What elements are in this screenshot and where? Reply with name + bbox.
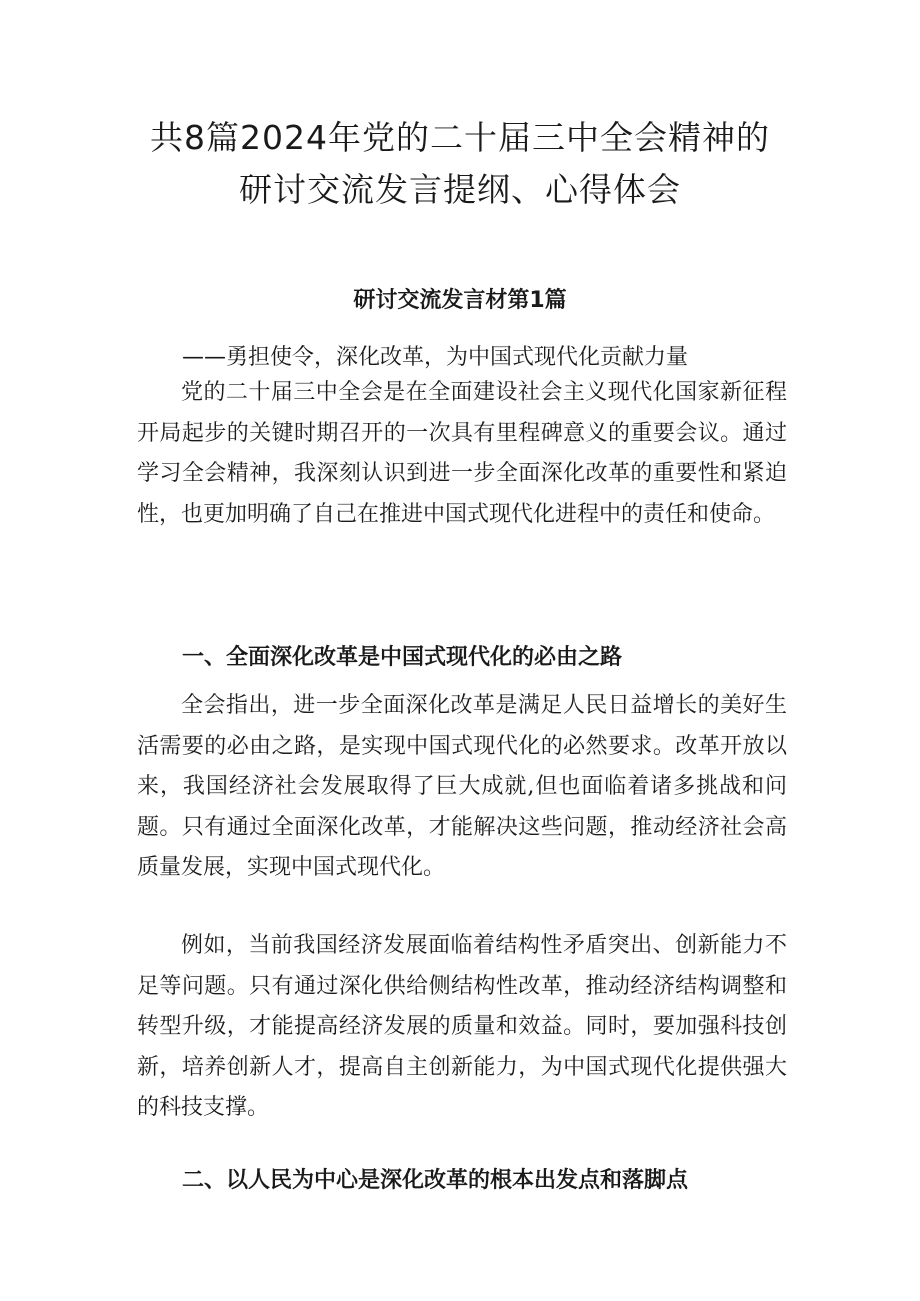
section-subtitle: ——勇担使令，深化改革，为中国式现代化贡献力量: [182, 345, 689, 370]
heading-part-one: 一、全面深化改革是中国式现代化的必由之路: [182, 645, 623, 670]
heading-part-two: 二、以人民为中心是深化改革的根本出发点和落脚点: [182, 1168, 689, 1193]
paragraph-part-one-2: 例如，当前我国经济发展面临着结构性矛盾突出、创新能力不足等问题。只有通过深化供给侧结构性改革，推动经济结构调整和转型升级，才能提高经济发展的质量和效益。同时，要加强科技创新，培养创新人才，提高自主创新能力，为中国式现代化提供强大的科技支撑。: [137, 933, 787, 1120]
paragraph-intro: 党的二十届三中全会是在全面建设社会主义现代化国家新征程开局起步的关键时期召开的一次具有里程碑意义的重要会议。通过学习全会精神，我深刻认识到进一步全面深化改革的重要性和紧迫性，也更加明确了自己在推进中国式现代化进程中的责任和使命。: [137, 380, 787, 527]
section-heading: 研讨交流发言材第1篇: [353, 288, 567, 313]
document-title-line-2: 研讨交流发言提纲、心得体会: [239, 170, 681, 209]
document-title-line-1: 共8篇2024年党的二十届三中全会精神的: [150, 118, 770, 157]
paragraph-part-one-1: 全会指出，进一步全面深化改革是满足人民日益增长的美好生活需要的必由之路，是实现中国式现代化的必然要求。改革开放以来，我国经济社会发展取得了巨大成就,但也面临着诸多挑战和问题。只有通过全面深化改革，才能解决这些问题，推动经济社会高质量发展，实现中国式现代化。: [137, 693, 787, 880]
